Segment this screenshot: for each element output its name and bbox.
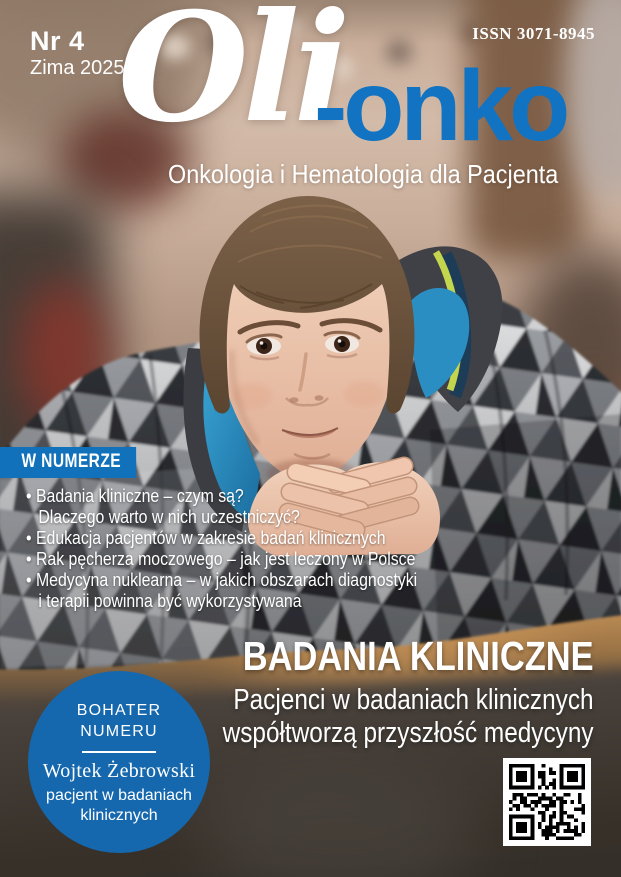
hero-description-line: klinicznych [80, 807, 158, 824]
hero-description [46, 786, 192, 826]
bullet-icon: • [26, 486, 32, 506]
bullet-icon: • [26, 528, 32, 548]
hero-name: Wojtek Żebrowski [42, 760, 196, 782]
hero-of-issue-badge [28, 671, 210, 853]
divider [82, 751, 156, 753]
toc-list [26, 486, 417, 612]
bullet-icon: • [26, 570, 32, 590]
toc-item [26, 549, 417, 570]
toc-item-text: Rak pęcherza moczowego – jak jest leczony w Polsce [35, 549, 416, 569]
feature-subtitle [223, 684, 594, 750]
toc-item-text: Dlaczego warto w nich uczestniczyć? [38, 507, 300, 527]
hero-badge-label [77, 700, 162, 742]
qr-code [503, 758, 591, 846]
toc-item [26, 528, 417, 549]
bullet-icon: • [26, 549, 32, 569]
issue-season: Zima 2025 [30, 57, 125, 79]
issn-number: ISSN 3071-8945 [472, 24, 595, 43]
feature-subtitle-line: współtworzą przyszłość medycyny [223, 717, 594, 750]
logo-suffix-part: -onko [314, 50, 567, 162]
feature-title: BADANIA KLINICZNE [243, 633, 594, 679]
toc-item-text: i terapii powinna być wykorzystywana [38, 591, 302, 611]
logo-script-part: Oli [118, 0, 345, 156]
feature-headline-block [223, 635, 594, 750]
toc-item-text: Medycyna nuklearna – w jakich obszarach diagnostyki [35, 570, 418, 590]
toc-header-badge: W NUMERZE [0, 447, 136, 478]
hero-badge-label-line: NUMERU [80, 723, 158, 740]
magazine-tagline: Onkologia i Hematologia dla Pacjenta [168, 159, 559, 189]
toc-item-text: Edukacja pacjentów w zakresie badań klinicznych [35, 528, 386, 548]
hero-badge-label-line: BOHATER [76, 702, 162, 719]
hero-description-line: pacjent w badaniach [46, 787, 192, 804]
toc-item [26, 570, 417, 612]
feature-subtitle-line: Pacjenci w badaniach klinicznych [233, 684, 595, 717]
toc-item-text: Badania kliniczne – czym są? [35, 486, 244, 506]
issue-number: Nr 4 [30, 26, 85, 56]
toc-item [26, 486, 417, 528]
